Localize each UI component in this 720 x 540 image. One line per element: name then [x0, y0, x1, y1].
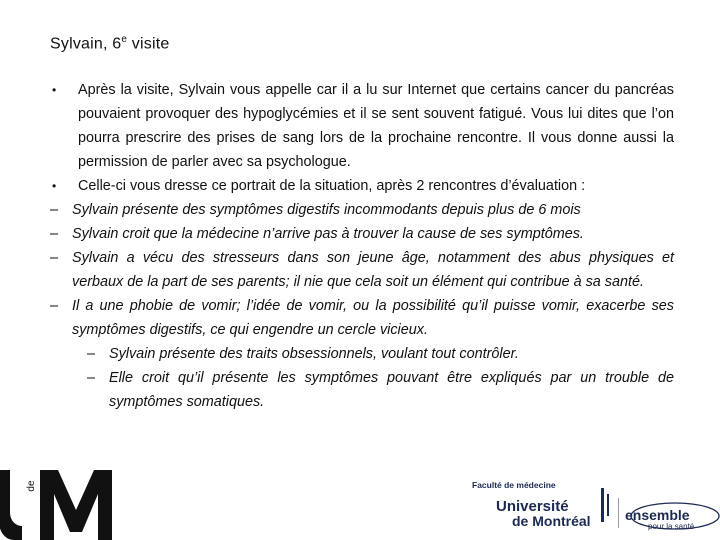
- dash-marker: –: [50, 250, 59, 266]
- list-item: [50, 198, 674, 222]
- list-item: [87, 342, 674, 366]
- logo-letter-u: [0, 470, 22, 540]
- logo-small-text: de: [26, 480, 37, 492]
- faculty-label: Faculté de médecine: [472, 480, 556, 490]
- list-item-text: Sylvain a vécu des stresseurs dans son jeune âge, notamment des abus physiques et verbaux de la part de ses parents; il nie que cela soit un élément qui contribue à sa santé.: [72, 250, 674, 290]
- list-item-text: Elle croit qu’il présente les symptômes pouvant être expliqués par un trouble de symptômes somatiques.: [109, 370, 674, 410]
- list-item: [50, 174, 674, 198]
- university-crest-icon: [601, 488, 609, 522]
- title-main: Sylvain, 6: [50, 35, 122, 53]
- list-item-text: Il a une phobie de vomir; l’idée de vomir, ou la possibilité qu’il puisse vomir, exacerbe ses symptômes digestifs, ce qui engendre un cercle vicieux.: [72, 298, 674, 338]
- list-item: [50, 246, 674, 294]
- list-item: [87, 366, 674, 414]
- footer-divider: [618, 498, 619, 528]
- dash-marker: –: [50, 298, 59, 314]
- ensemble-line1: ensemble: [625, 507, 690, 523]
- dash-marker: –: [50, 202, 59, 218]
- udem-logo: [0, 468, 116, 540]
- logo-letter-m: [40, 470, 112, 540]
- list-item: [50, 294, 674, 342]
- slide-title: [50, 34, 169, 53]
- list-item: [50, 222, 674, 246]
- dash-marker: –: [87, 346, 96, 362]
- dash-marker: –: [87, 370, 96, 386]
- bullet-marker: •: [52, 83, 57, 97]
- list-item-text: Sylvain présente des traits obsessionnels, voulant tout contrôler.: [109, 346, 519, 362]
- university-branding: [468, 478, 720, 540]
- title-rest: visite: [127, 35, 170, 53]
- list-item: [50, 78, 674, 174]
- title-superscript: e: [121, 34, 128, 45]
- dash-marker: –: [50, 226, 59, 242]
- list-item-text: Celle-ci vous dresse ce portrait de la situation, après 2 rencontres d’évaluation :: [78, 178, 586, 194]
- university-name-line2: de Montréal: [512, 513, 591, 529]
- list-item-text: Sylvain présente des symptômes digestifs incommodants depuis plus de 6 mois: [72, 202, 581, 218]
- list-item-text: Sylvain croit que la médecine n’arrive pas à trouver la cause de ses symptômes.: [72, 226, 584, 242]
- slide-content: [50, 78, 674, 414]
- list-item-text: Après la visite, Sylvain vous appelle car il a lu sur Internet que certains cancer du pancréas pouvaient provoquer des hypoglycémies et il se sent souvent fatigué. Vous lui dites que l’on pourra prescrire des prises de sang lors de la prochaine rencontre. Il vous donne aussi la permission de parler avec sa psychologue.: [78, 82, 674, 170]
- bullet-marker: •: [52, 179, 57, 193]
- university-name-line1: Université: [496, 498, 569, 515]
- ensemble-line2: pour la santé: [648, 522, 695, 531]
